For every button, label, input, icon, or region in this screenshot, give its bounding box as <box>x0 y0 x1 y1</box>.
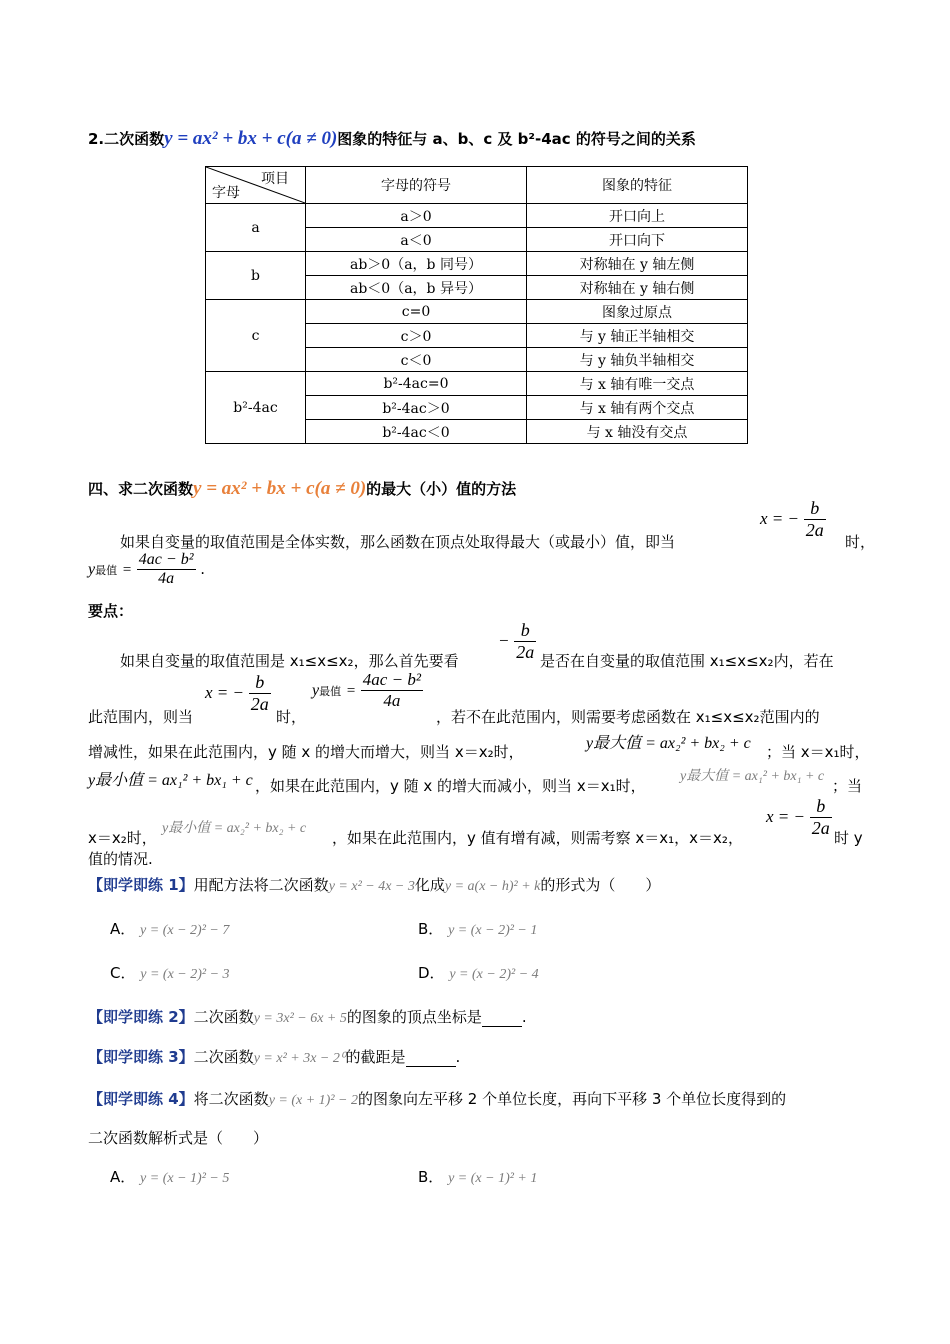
exercise-3-prompt <box>88 1046 460 1067</box>
exercise-2-prompt <box>88 1006 527 1027</box>
option-key: B． <box>418 920 444 938</box>
ex4-option-a[interactable] <box>110 1166 229 1187</box>
vertex-y-fraction <box>137 551 196 588</box>
y-extreme-formula-line2: y最值 = $\frac{\text{4ac − b²}}{4a}$ <box>312 670 421 710</box>
exercise-3-text-b: 的截距是 <box>345 1048 406 1066</box>
para2-line5-b: ，如果在此范围内，y 值有增有减，则需考察 x＝x₁，x＝x₂， <box>332 829 743 847</box>
option-key: C． <box>110 964 136 982</box>
para1-when: 时， <box>845 533 876 551</box>
exercise-1-formula-1: y = x² − 4x − 3 <box>328 879 415 894</box>
neg-b-2a-fraction-inline: − $\frac{b}{2a}$ <box>498 620 535 662</box>
x-lhs: x = − <box>205 683 244 702</box>
x-lhs: x = − <box>766 807 805 826</box>
section-2-prefix: 2.二次函数 <box>88 130 165 148</box>
y-label: y <box>88 561 96 578</box>
table-cell: 与 x 轴没有交点 <box>527 420 748 444</box>
section-2-heading <box>88 128 696 150</box>
table-cell: ab＞0（a，b 同号） <box>306 252 527 276</box>
para2-line3-b: ；当 x＝x₁时， <box>766 743 870 761</box>
table-cell: 与 y 轴正半轴相交 <box>527 324 748 348</box>
table-cell: ab＜0（a，b 异号） <box>306 276 527 300</box>
y-min-formula-x1: y最小值 = ax₁² + bx₁ + c <box>88 772 253 789</box>
group-letter-c: c <box>206 300 306 372</box>
exercise-1-text-c: 的形式为（ ） <box>540 876 661 894</box>
ex1-option-b[interactable] <box>418 918 537 939</box>
table-cell: 开口向下 <box>527 228 748 252</box>
option-key: D． <box>418 964 445 982</box>
table-cell: b²-4ac＜0 <box>306 420 527 444</box>
header-sign: 字母的符号 <box>306 167 527 204</box>
answer-blank[interactable] <box>482 1008 522 1027</box>
para2-line2-c: ，若不在此范围内，则需要考虑函数在 x₁≤x≤x₂范围内的 <box>436 708 820 726</box>
fraction-denominator: 4a <box>158 570 175 587</box>
ex1-option-d[interactable] <box>418 962 539 983</box>
option-expr: y = (x − 2)² − 7 <box>140 923 230 938</box>
x-lhs: x = − <box>760 509 799 528</box>
table-cell: c＞0 <box>306 324 527 348</box>
table-cell: 与 x 轴有唯一交点 <box>527 372 748 396</box>
para2-line1-a: 如果自变量的取值范围是 x₁≤x≤x₂，那么首先要看 <box>120 652 459 670</box>
x-formula-line5 <box>766 796 832 839</box>
para2-line2-a: 此范围内，则当 <box>88 708 194 726</box>
exercise-1-formula-2: y = a(x − h)² + k <box>444 879 541 894</box>
option-expr: y = (x − 1)² − 5 <box>140 1171 230 1186</box>
fraction-numerator: b <box>810 796 832 818</box>
exercise-3-formula: y = x² + 3x − 2⁰ <box>253 1051 346 1066</box>
group-letter-discriminant: b²-4ac <box>206 372 306 444</box>
option-expr: y = (x − 2)² − 3 <box>140 967 230 982</box>
y-max-formula-x2: y最大值 = ax₂² + bx₂ + c <box>586 735 751 752</box>
section-4-formula: y = ax² + bx + c(a ≠ 0) <box>193 478 367 499</box>
table-cell: 图象过原点 <box>527 300 748 324</box>
x-formula-line2 <box>205 672 271 715</box>
y-extreme-formula: y最值 = $\frac{\text{4ac − b²}}{4a}$ . <box>88 551 206 587</box>
neg-b-over-2a-fraction <box>249 672 271 715</box>
exercise-4-label: 【即学即练 4】 <box>88 1090 194 1108</box>
y-label: y <box>312 682 320 699</box>
option-key: B． <box>418 1168 444 1186</box>
header-item: 项目 <box>261 171 289 187</box>
exercise-4-prompt <box>88 1088 786 1109</box>
neg-b-over-2a-fraction <box>804 498 826 541</box>
exercise-2-end: . <box>521 1008 527 1026</box>
section-4-heading <box>88 478 516 500</box>
table-cell: 开口向上 <box>527 204 748 228</box>
table-cell: b²-4ac=0 <box>306 372 527 396</box>
para2-line4-a: ，如果在此范围内，y 随 x 的增大而减小，则当 x＝x₁时， <box>255 777 646 795</box>
para2-line4-b: ；当 <box>832 777 863 795</box>
vertex-y-fraction <box>361 670 423 711</box>
answer-blank[interactable] <box>406 1048 456 1067</box>
vertex-x-formula <box>760 498 826 541</box>
exercise-3-end: . <box>455 1048 461 1066</box>
exercise-1-text-a: 用配方法将二次函数 <box>193 876 329 894</box>
ex1-option-c[interactable] <box>110 962 230 983</box>
exercise-2-text-b: 的图象的顶点坐标是 <box>346 1008 482 1026</box>
para1-end: . <box>200 560 206 578</box>
fraction-numerator: b <box>804 498 826 520</box>
para2-line3-a: 增减性，如果在此范围内，y 随 x 的增大而增大，则当 x＝x₂时， <box>88 743 524 761</box>
table-cell: b²-4ac＞0 <box>306 396 527 420</box>
fraction-denominator: 2a <box>250 694 269 714</box>
exercise-4-text-b: 的图象向左平移 2 个单位长度，再向下平移 3 个单位长度得到的 <box>357 1090 787 1108</box>
header-feature: 图象的特征 <box>527 167 748 204</box>
ex1-option-a[interactable] <box>110 918 229 939</box>
fraction-numerator: 4ac − b² <box>138 551 194 568</box>
exercise-1-text-b: 化成 <box>414 876 445 894</box>
option-key: A． <box>110 1168 136 1186</box>
y-min-formula-x2: y最小值 = ax₂² + bx₂ + c <box>162 821 307 836</box>
ex4-option-b[interactable] <box>418 1166 537 1187</box>
option-expr: y = (x − 2)² − 4 <box>449 967 539 982</box>
key-point-label: 要点： <box>88 602 134 620</box>
fraction-numerator: b <box>249 672 271 694</box>
para2-line6: 值的情况. <box>88 850 153 868</box>
header-letter: 字母 <box>212 185 240 201</box>
fraction-denominator: 2a <box>811 818 830 838</box>
coefficient-sign-table <box>205 166 748 444</box>
fraction-denominator: 2a <box>805 520 824 540</box>
section-2-formula: y = ax² + bx + c(a ≠ 0) <box>164 128 338 149</box>
exercise-4-text-c: 二次函数解析式是（ ） <box>88 1129 269 1147</box>
diagonal-header-cell <box>206 167 306 204</box>
y-max-formula-x1: y最大值 = ax₁² + bx₁ + c <box>680 769 825 784</box>
para1-text: 如果自变量的取值范围是全体实数，那么函数在顶点处取得最大（或最小）值，即当 <box>120 533 676 551</box>
section-4-suffix: 的最大（小）值的方法 <box>366 480 517 498</box>
exercise-4-formula: y = (x + 1)² − 2 <box>268 1093 358 1108</box>
exercise-2-text-a: 二次函数 <box>193 1008 254 1026</box>
para2-line2-b: 时， <box>276 708 307 726</box>
neg-b-over-2a-fraction <box>810 796 832 839</box>
y-subscript: 最值 <box>319 685 342 698</box>
para2-line5-a: x＝x₂时， <box>88 829 157 847</box>
section-4-prefix: 四、求二次函数 <box>88 480 194 498</box>
fraction-numerator: 4ac − b² <box>362 670 421 689</box>
option-key: A． <box>110 920 136 938</box>
group-letter-a: a <box>206 204 306 252</box>
table-cell: a＞0 <box>306 204 527 228</box>
table-cell: c=0 <box>306 300 527 324</box>
exercise-1-prompt <box>88 874 660 895</box>
exercise-2-formula: y = 3x² − 6x + 5 <box>253 1011 347 1026</box>
option-expr: y = (x − 2)² − 1 <box>448 923 538 938</box>
table-cell: c＜0 <box>306 348 527 372</box>
section-2-suffix: 图象的特征与 a、b、c 及 b²-4ac 的符号之间的关系 <box>337 130 696 148</box>
table-cell: 与 y 轴负半轴相交 <box>527 348 748 372</box>
para2-line1-b: 是否在自变量的取值范围 x₁≤x≤x₂内，若在 <box>540 652 834 670</box>
table-cell: 对称轴在 y 轴左侧 <box>527 252 748 276</box>
exercise-2-label: 【即学即练 2】 <box>88 1008 194 1026</box>
option-expr: y = (x − 1)² + 1 <box>448 1171 538 1186</box>
table-cell: a＜0 <box>306 228 527 252</box>
exercise-3-text-a: 二次函数 <box>193 1048 254 1066</box>
para2-line5-c: 时 y <box>834 829 863 847</box>
fraction-denominator: 4a <box>383 691 401 710</box>
exercise-4-text-a: 将二次函数 <box>193 1090 269 1108</box>
table-cell: 对称轴在 y 轴右侧 <box>527 276 748 300</box>
y-subscript: 最值 <box>95 564 118 577</box>
fraction-denominator: 2a <box>516 642 535 662</box>
table-cell: 与 x 轴有两个交点 <box>527 396 748 420</box>
group-letter-b: b <box>206 252 306 300</box>
exercise-1-label: 【即学即练 1】 <box>88 876 194 894</box>
fraction-numerator: b <box>514 620 536 642</box>
exercise-3-label: 【即学即练 3】 <box>88 1048 194 1066</box>
b-over-2a <box>514 620 536 663</box>
